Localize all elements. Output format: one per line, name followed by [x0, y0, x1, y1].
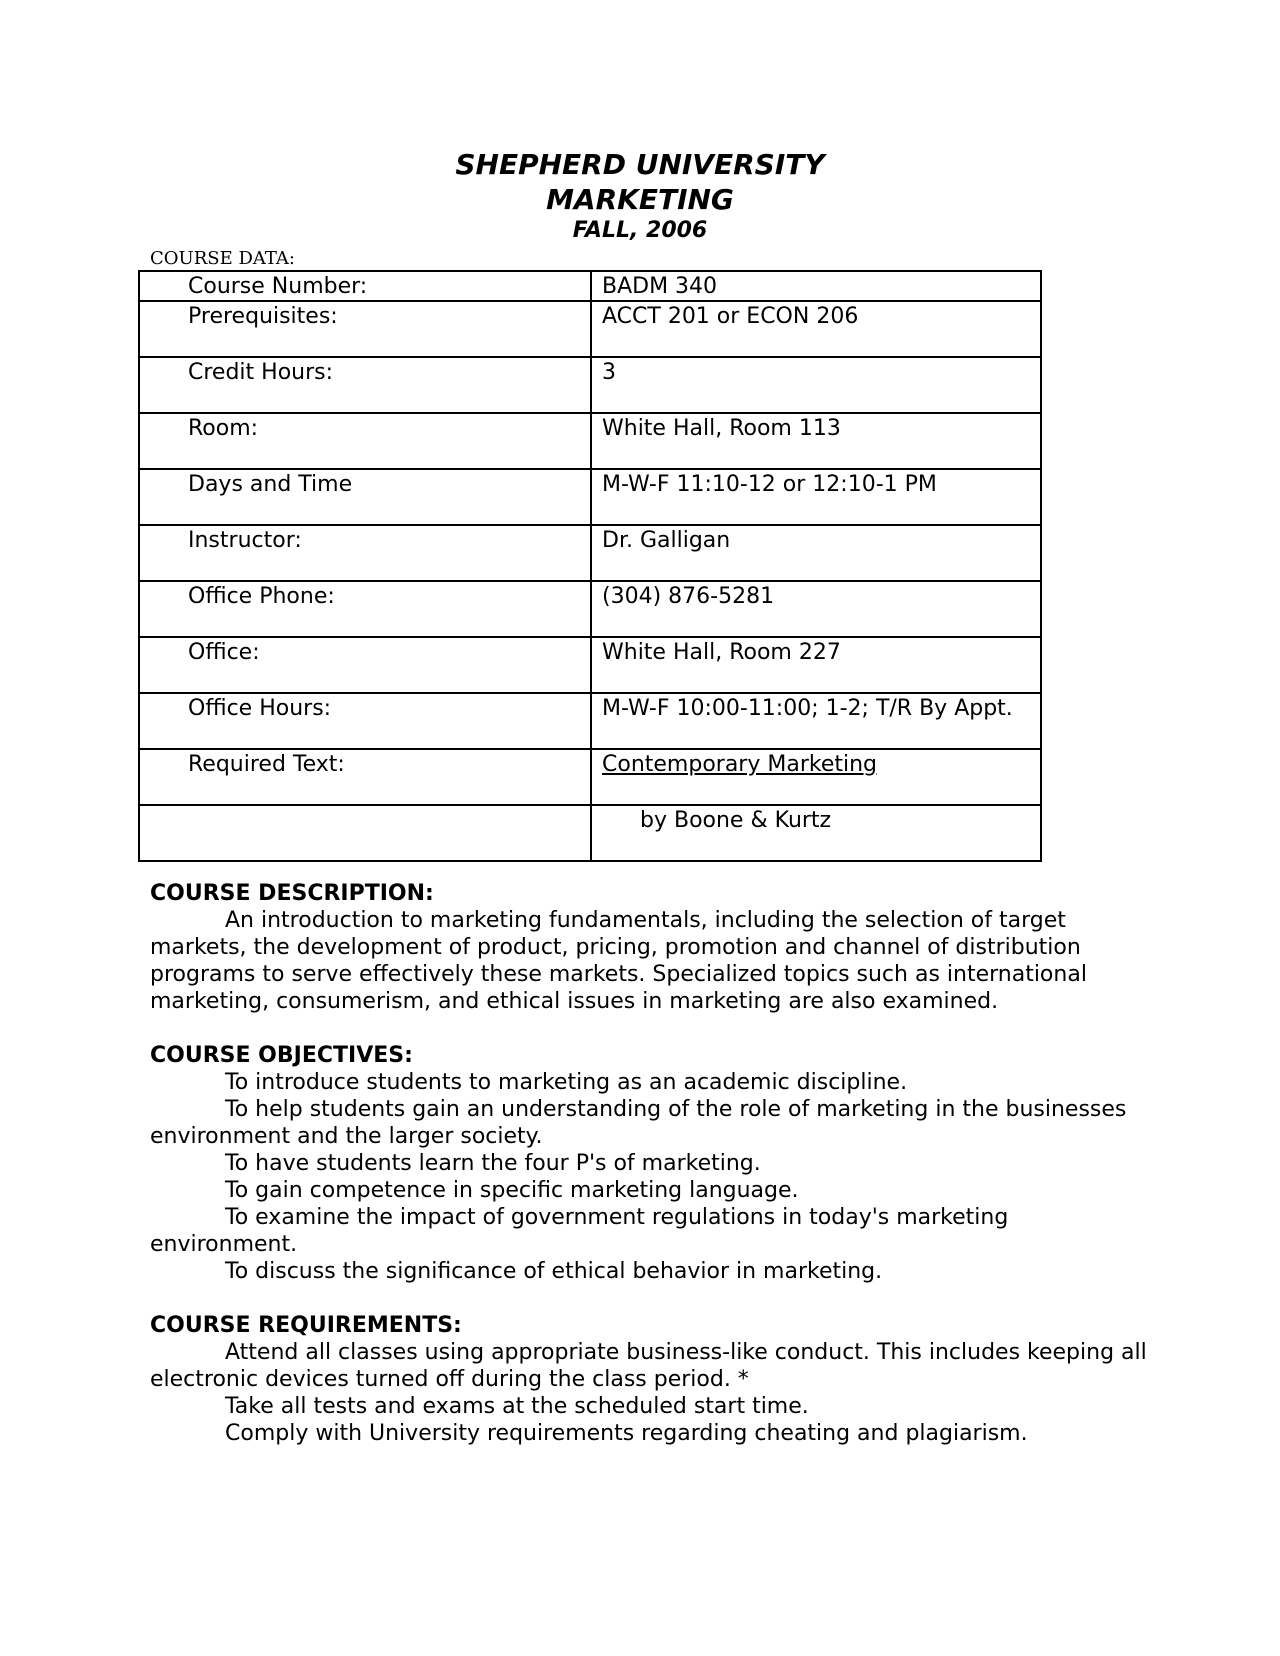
row-label: Prerequisites:	[139, 301, 591, 357]
row-label: Days and Time	[139, 469, 591, 525]
row-label: Room:	[139, 413, 591, 469]
row-label: Course Number:	[139, 271, 591, 301]
description-text: An introduction to marketing fundamentals, including the selection of target markets, the development of product, pricing, promotion and channel of distribution programs to serve effectively these markets. Specialized topics such as international marketing, consumerism, and ethical issues in marketing are also examined.	[150, 908, 1087, 1014]
row-value	[591, 749, 1041, 805]
row-label: Office Phone:	[139, 581, 591, 637]
objective-item: To examine the impact of government regulations in today's marketing environment.	[150, 1205, 1009, 1257]
description-heading: COURSE DESCRIPTION:	[150, 881, 434, 906]
objective-item: To introduce students to marketing as an academic discipline.	[225, 1070, 908, 1095]
requirement-item: Attend all classes using appropriate business-like conduct. This includes keeping all electronic devices turned off during the class period. *	[150, 1340, 1147, 1392]
row-label: Office Hours:	[139, 693, 591, 749]
required-text-authors: by Boone & Kurtz	[640, 808, 832, 833]
table-row	[139, 525, 1041, 581]
university-title: SHEPHERD UNIVERSITY	[455, 148, 825, 181]
term-title: FALL, 2006	[572, 218, 708, 243]
table-row	[139, 693, 1041, 749]
table-row	[139, 805, 1041, 861]
row-value: (304) 876-5281	[591, 581, 1041, 637]
subject-title: MARKETING	[546, 183, 734, 216]
objective-item: To have students learn the four P's of marketing.	[225, 1151, 761, 1176]
row-label: Office:	[139, 637, 591, 693]
table-row	[139, 581, 1041, 637]
table-row	[139, 469, 1041, 525]
requirement-item: Comply with University requirements regarding cheating and plagiarism.	[225, 1421, 1028, 1446]
required-text-title: Contemporary Marketing	[602, 752, 878, 777]
table-row	[139, 749, 1041, 805]
table-row	[139, 271, 1041, 301]
objective-item: To gain competence in specific marketing language.	[225, 1178, 799, 1203]
row-value: ACCT 201 or ECON 206	[591, 301, 1041, 357]
row-label: Required Text:	[139, 749, 591, 805]
row-value: M-W-F 10:00-11:00; 1-2; T/R By Appt.	[591, 693, 1041, 749]
course-data-table	[138, 270, 1042, 862]
row-value: BADM 340	[591, 271, 1041, 301]
row-value: White Hall, Room 227	[591, 637, 1041, 693]
row-value: White Hall, Room 113	[591, 413, 1041, 469]
objective-item: To help students gain an understanding of the role of marketing in the businesses environment and the larger society.	[150, 1097, 1127, 1149]
row-label: Credit Hours:	[139, 357, 591, 413]
row-value: M-W-F 11:10-12 or 12:10-1 PM	[591, 469, 1041, 525]
course-data-label: COURSE DATA:	[150, 248, 295, 269]
row-label: Instructor:	[139, 525, 591, 581]
objectives-heading: COURSE OBJECTIVES:	[150, 1043, 413, 1068]
requirements-heading: COURSE REQUIREMENTS:	[150, 1313, 462, 1338]
table-row	[139, 637, 1041, 693]
row-value: 3	[591, 357, 1041, 413]
requirement-item: Take all tests and exams at the scheduled start time.	[225, 1394, 809, 1419]
objective-item: To discuss the significance of ethical behavior in marketing.	[225, 1259, 883, 1284]
table-row	[139, 357, 1041, 413]
row-value: Dr. Galligan	[591, 525, 1041, 581]
row-value	[591, 805, 1041, 861]
row-label	[139, 805, 591, 861]
table-row	[139, 301, 1041, 357]
table-row	[139, 413, 1041, 469]
course-body	[150, 880, 1150, 1447]
